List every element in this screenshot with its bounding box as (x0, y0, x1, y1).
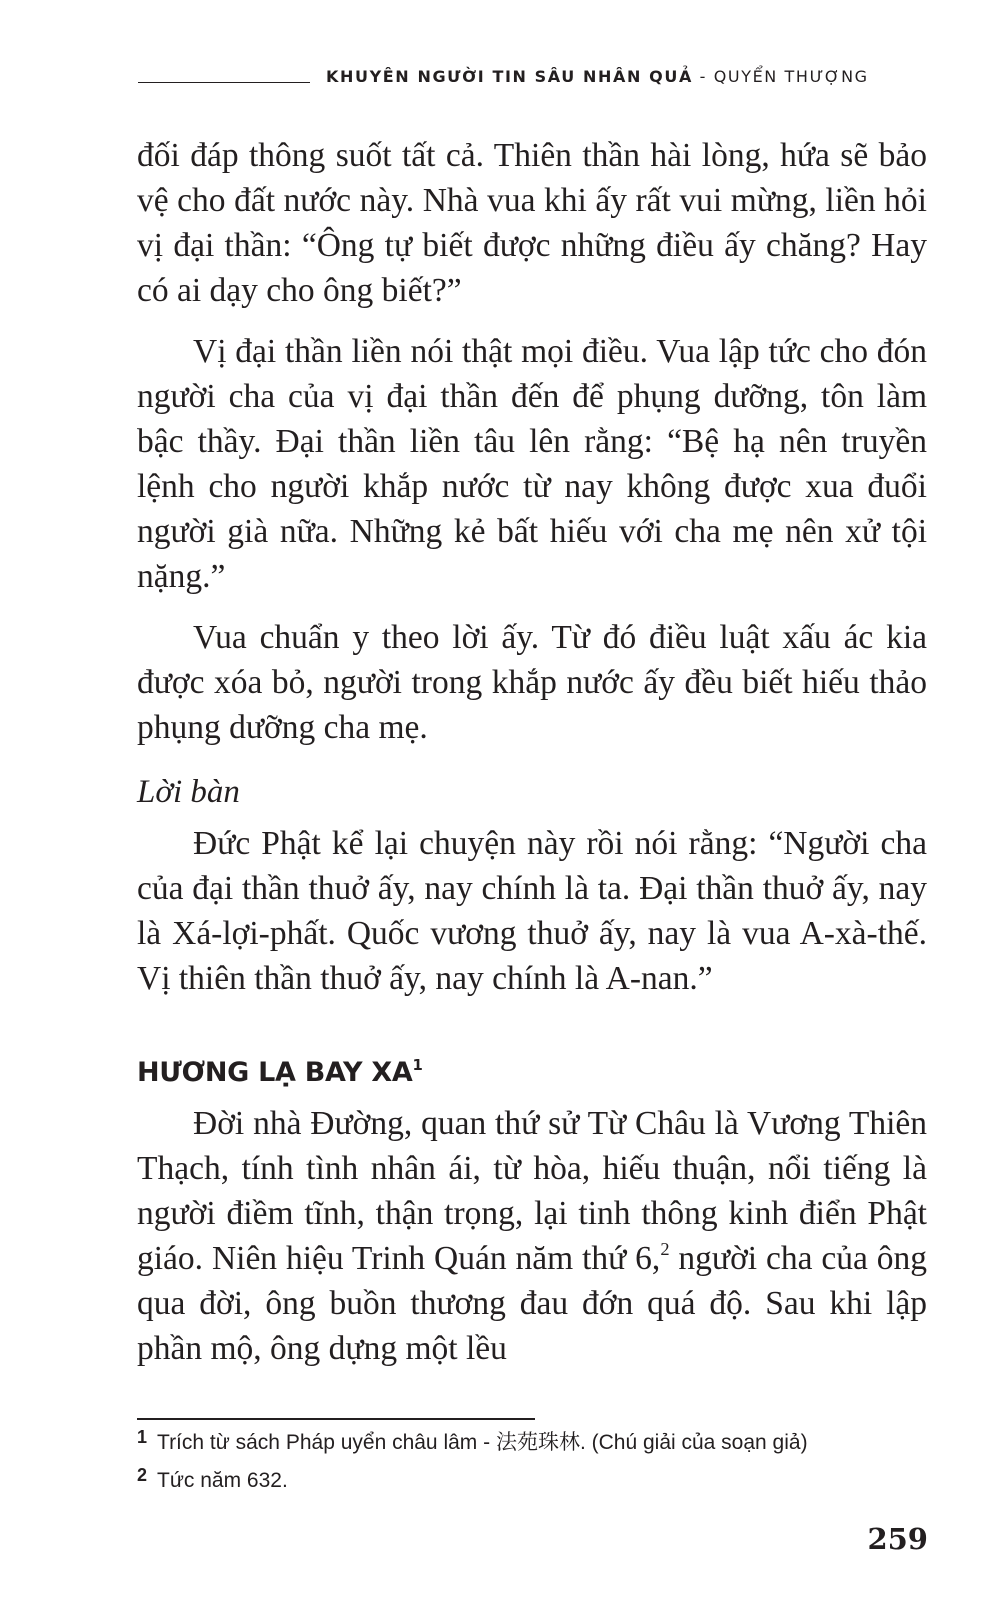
header-volume: QUYỂN THƯỢNG (713, 67, 869, 86)
footnotes (137, 1424, 937, 1500)
header-book-title: KHUYÊN NGƯỜI TIN SÂU NHÂN QUẢ (326, 67, 693, 86)
footnote-1 (137, 1424, 937, 1462)
page-number: 259 (867, 1522, 928, 1556)
commentary-heading: Lời bàn (137, 774, 240, 810)
section-title-text: HƯƠNG LẠ BAY XA (137, 1057, 413, 1088)
main-text (137, 133, 927, 1371)
footnote-2 (137, 1462, 937, 1500)
footnote-number: 1 (137, 1427, 148, 1447)
footnote-ref-1[interactable]: 1 (412, 1055, 423, 1074)
running-header (138, 62, 930, 86)
commentary-paragraph: Đức Phật kể lại chuyện này rồi nói rằng: “Người cha của đại thần thuở ấy, nay chính là ta. Đại thần thuở ấy, nay là Xá-lợi-phất. Quốc vương thuở ấy, nay là vua A-xà-thế. Vị thiên thần thuở ấy, nay chính là A-nan.” (137, 825, 927, 997)
section-text-after: người cha của ông qua đời, ông buồn thương đau đớn quá độ. Sau khi lập phần mộ, ông dựng một lều (137, 1240, 927, 1367)
paragraph: Vua chuẩn y theo lời ấy. Từ đó điều luật xấu ác kia được xóa bỏ, người trong khắp nước ấy đều biết hiếu thảo phụng dưỡng cha mẹ. (137, 619, 927, 746)
header-text (326, 67, 869, 86)
footnote-rule (137, 1418, 535, 1420)
footnote-ref-2[interactable]: 2 (660, 1239, 670, 1260)
footnote-text: Trích từ sách Pháp uyển châu lâm - 法苑珠林. (Chú giải của soạn giả) (157, 1431, 808, 1454)
header-separator: - (692, 67, 714, 86)
section-paragraph (137, 1101, 927, 1371)
section-text-before: Đời nhà Đường, quan thứ sử Từ Châu là Vương Thiên Thạch, tính tình nhân ái, từ hòa, hiếu thuận, nổi tiếng là người điềm tĩnh, thận trọng, lại tinh thông kinh điển Phật giáo. Niên hiệu Trinh Quán năm thứ 6, (137, 1105, 927, 1277)
header-rule (138, 82, 310, 83)
footnote-text: Tức năm 632. (157, 1469, 288, 1492)
paragraph: Vị đại thần liền nói thật mọi điều. Vua lập tức cho đón người cha của vị đại thần đến để phụng dưỡng, tôn làm bậc thầy. Đại thần liền tâu lên rằng: “Bệ hạ nên truyền lệnh cho người khắp nước từ nay không được xua đuổi người già nữa. Những kẻ bất hiếu với cha mẹ nên xử tội nặng.” (137, 333, 927, 595)
footnote-number: 2 (137, 1465, 148, 1485)
paragraph-continued: đối đáp thông suốt tất cả. Thiên thần hài lòng, hứa sẽ bảo vệ cho đất nước này. Nhà vua khi ấy rất vui mừng, liền hỏi vị đại thần: “Ông tự biết được những điều ấy chăng? Hay có ai dạy cho ông biết?” (137, 137, 927, 309)
section-title (137, 1053, 927, 1093)
